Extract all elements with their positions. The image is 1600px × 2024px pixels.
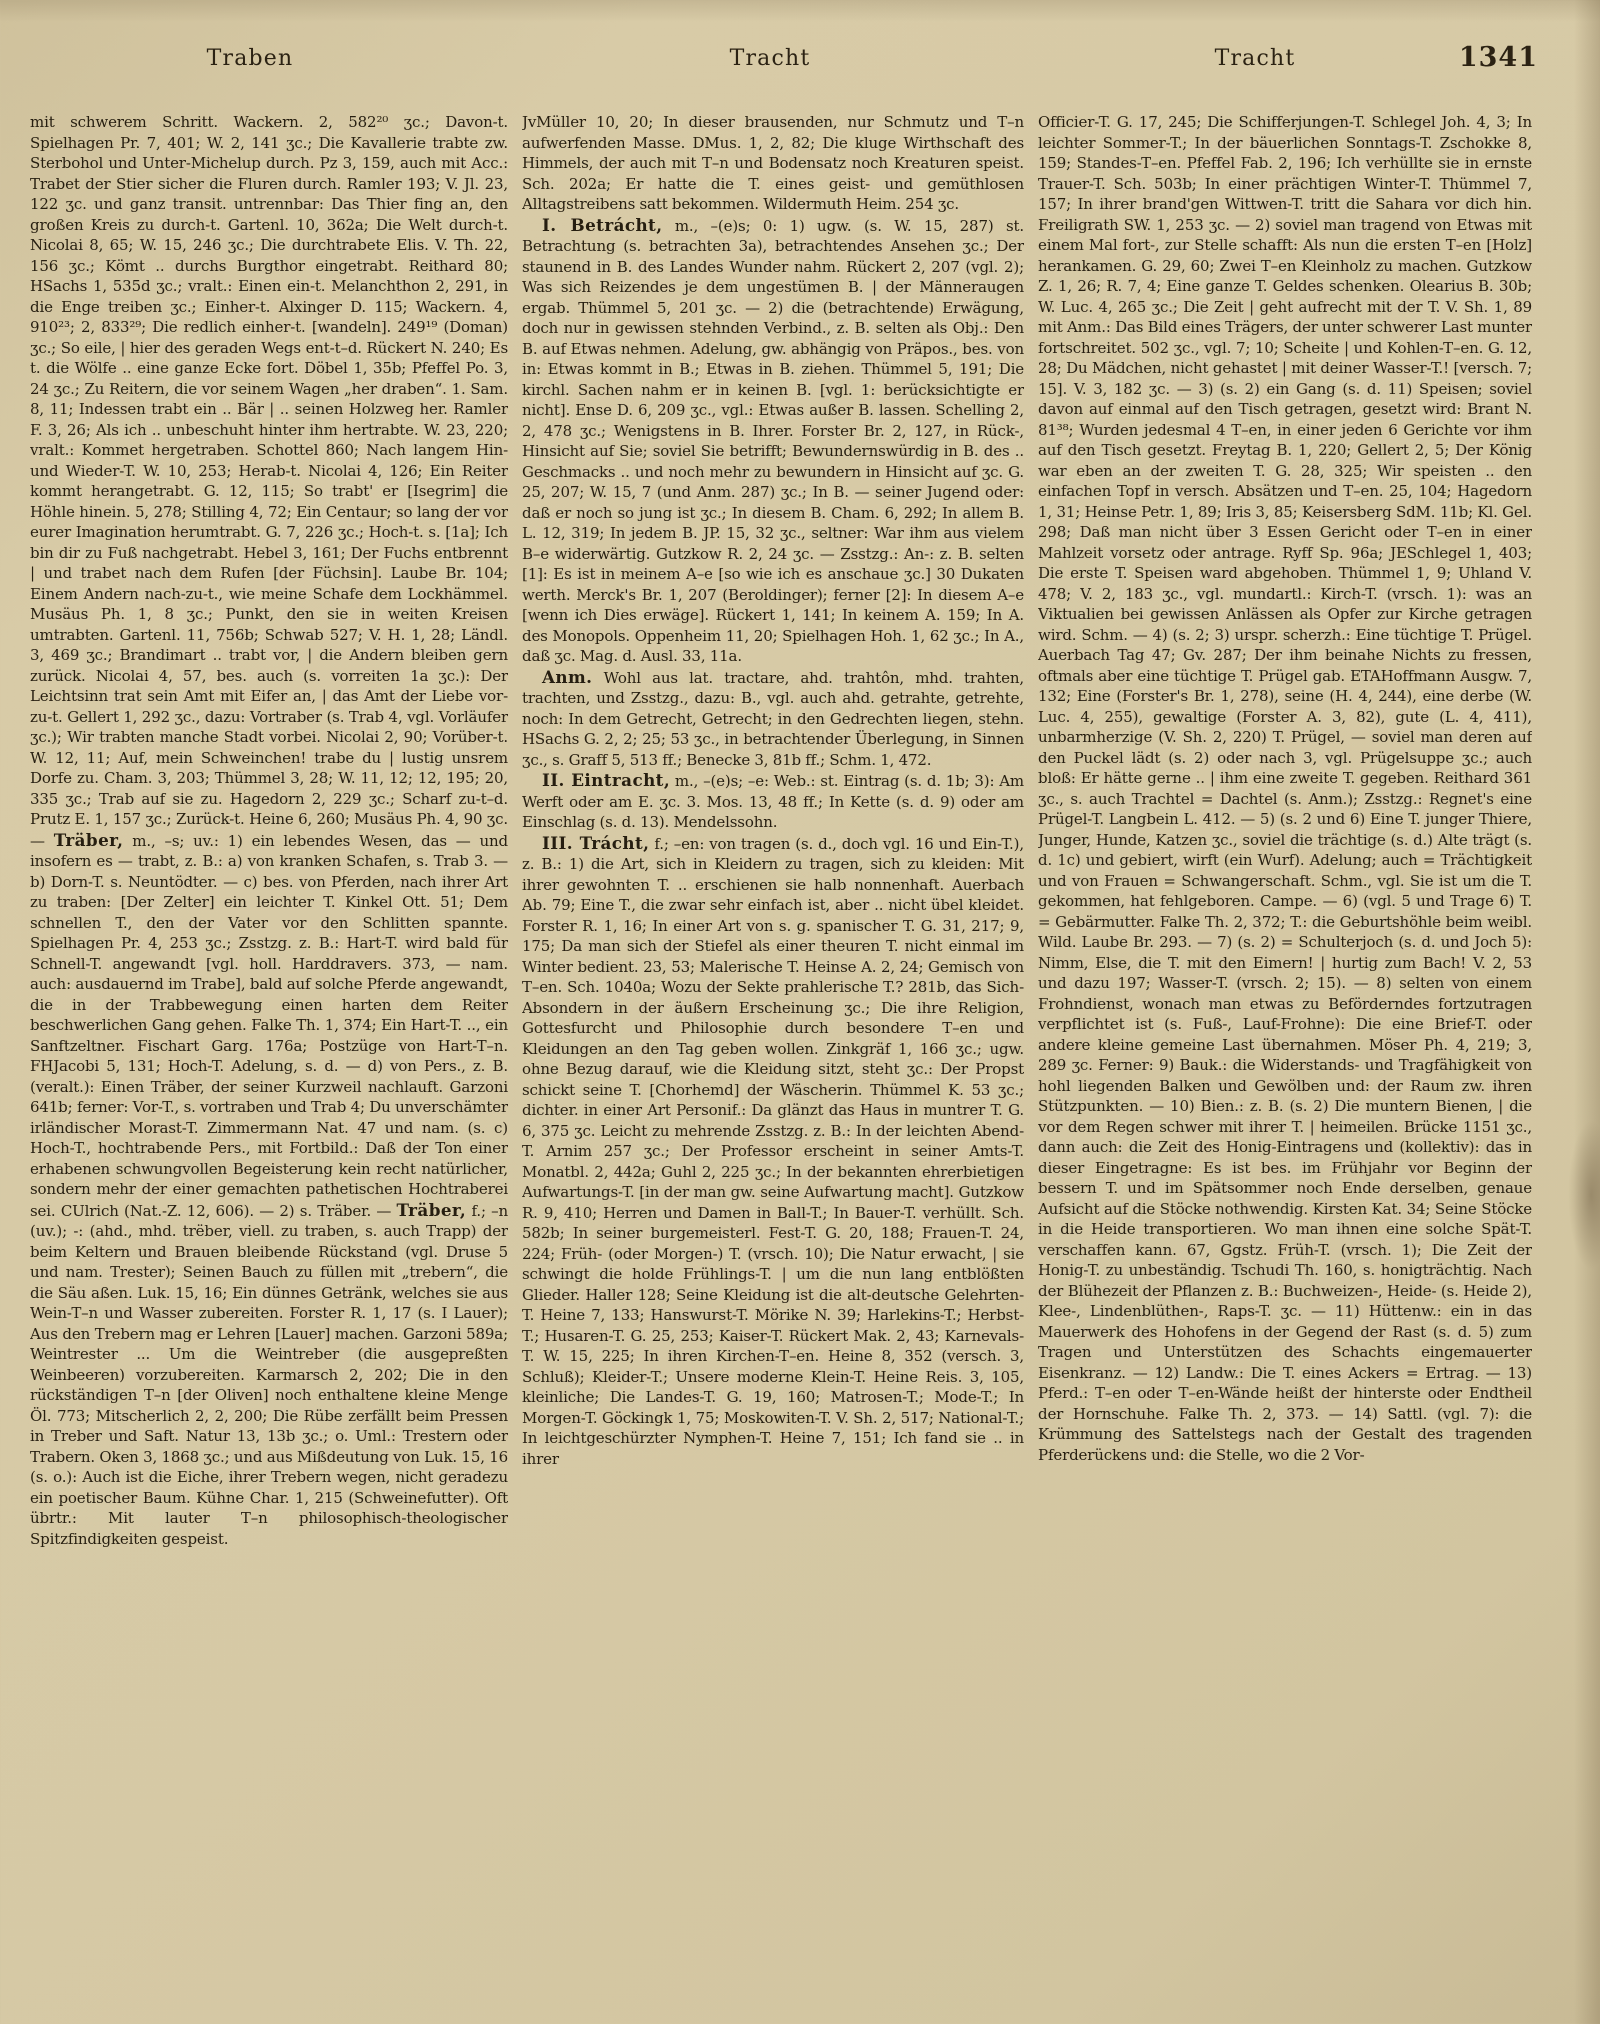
- page-number: 1341: [1458, 42, 1538, 73]
- headword: Träber,: [53, 829, 124, 850]
- paragraph: [522, 667, 1024, 771]
- headword: III. Trácht,: [542, 832, 650, 853]
- running-head-left: Traben: [206, 46, 294, 71]
- headword: I. Betrácht,: [542, 214, 663, 235]
- paragraph: [522, 112, 1024, 215]
- paragraph: [30, 112, 508, 1549]
- paragraph: [522, 833, 1024, 1470]
- paragraph: [522, 770, 1024, 833]
- running-head-center: Tracht: [729, 46, 811, 71]
- paragraph: [522, 215, 1024, 667]
- body-text: f.; –en: von tragen (s. d., doch vgl. 16 und Ein-T.), z. B.: 1) die Art, sich in Kleidern zu tragen, sich zu kleiden: Mit ihrer gewohnten T. .. erschienen sie halb nonnenhaft. Auerbach Ab. 79; Eine T., die zwar sehr einfach ist, aber .. nicht übel kleidet. Forster R. 1, 16; In einer Art von s. g. spanischer T. G. 31, 217; 9, 175; Da man sich der Stiefel als einer theuren T. nicht einmal im Winter bedient. 23, 53; Malerische T. Heinse A. 2, 24; Gemisch von T–en. Sch. 1040a; Wozu der Sekte prahlerische T.? 281b, das Sich-Absondern in der äußern Erscheinung ʒc.; Die ihre Religion, Gottesfurcht und Philosophie durch besondere T–en und Kleidungen an den Tag geben wollen. Zinkgräf 1, 166 ʒc.; ugw. ohne Bezug darauf, wie die Kleidung sitzt, steht ʒc.: Der Propst schickt seine T. [Chorhemd] der Wäscherin. Thümmel K. 53 ʒc.; dichter. in einer Art Personif.: Da glänzt das Haus in muntrer T. G. 6, 375 ʒc. Leicht zu mehrende Zsstzg. z. B.: In der leichten Abend-T. Arnim 257 ʒc.; Der Professor erscheint in seiner Amts-T. Monatbl. 2, 442a; Guhl 2, 225 ʒc.; In der bekannten ehrerbietigen Aufwartungs-T. [in der man gw. seine Aufwartung macht]. Gutzkow R. 9, 410; Herren und Damen in Ball-T.; In Bauer-T. verhüllt. Sch. 582b; In seiner burgemeisterl. Fest-T. G. 20, 188; Frauen-T. 24, 224; Früh- (oder Morgen-) T. (vrsch. 10); Die Natur erwacht, | sie schwingt die holde Frühlings-T. | um die nun lang entblößten Glieder. Haller 128; Seine Kleidung ist die alt-deutsche Gelehrten-T. Heine 7, 133; Hanswurst-T. Mörike N. 39; Harlekins-T.; Herbst-T.; Husaren-T. G. 25, 253; Kaiser-T. Rückert Mak. 2, 43; Karnevals-T. W. 15, 225; In ihren Kirchen-T–en. Heine 8, 352 (versch. 3, Schluß); Kleider-T.; Unsere moderne Klein-T. Heine Reis. 3, 105, kleinliche; Die Landes-T. G. 19, 160; Matrosen-T.; Mode-T.; In Morgen-T. Göckingk 1, 75; Moskowiten-T. V. Sh. 2, 517; National-T.; In leichtgeschürzter Nymphen-T. Heine 7, 151; Ich fand sie .. in ihrer: [522, 834, 1024, 1468]
- body-text: f.; –n (uv.); -: (ahd., mhd. trëber, viell. zu traben, s. auch Trapp) der beim Keltern und Brauen bleibende Rückstand (vgl. Druse 5 und nam. Trester); Seinen Bauch zu füllen mit „trebern“, die die Säu aßen. Luk. 15, 16; Ein dünnes Getränk, welches sie aus Wein-T–n und Wasser zubereiten. Forster R. 1, 17 (s. I Lauer); Aus den Trebern mag er Lehren [Lauer] machen. Garzoni 589a; Weintrester ... Um die Weintreber (die ausgepreßten Weinbeeren) vorzubereiten. Karmarsch 2, 202; Die in den rückständigen T–n [der Oliven] noch enthaltene kleine Menge Öl. 773; Mitscherlich 2, 2, 200; Die Rübe zerfällt beim Pressen in Treber und Saft. Natur 13, 13b ʒc.; o. Uml.: Trestern oder Trabern. Oken 3, 1868 ʒc.; und aus Mißdeutung von Luk. 15, 16 (s. o.): Auch ist die Eiche, ihrer Trebern wegen, nicht geradezu ein poetischer Baum. Kühne Char. 1, 215 (Schweinefutter). Oft übrtr.: Mit lauter T–n philosophisch-theologischer Spitzfindigkeiten gespeist.: [30, 1201, 508, 1548]
- headword: Träber,: [396, 1199, 467, 1220]
- column-left: [30, 112, 508, 1646]
- body-text: JvMüller 10, 20; In dieser brausenden, nur Schmutz und T–n aufwerfenden Masse. DMus. 1, 2, 82; Die kluge Wirthschaft des Himmels, der auch mit T–n und Bodensatz noch Kreaturen speist. Sch. 202a; Er hatte die T. eines geist- und gemüthlosen Alltagstreibens satt bekommen. Wildermuth Heim. 254 ʒc.: [522, 113, 1024, 213]
- running-head-right: Tracht: [1214, 46, 1296, 71]
- column-right: [1038, 112, 1532, 1990]
- paragraph: [1038, 112, 1532, 1465]
- headword: II. Eintracht,: [542, 770, 671, 790]
- scan-smudge: [1568, 1120, 1600, 1270]
- body-text: m., –s; uv.: 1) ein lebendes Wesen, das — und insofern es — trabt, z. B.: a) von kranken Schafen, s. Trab 3. — b) Dorn-T. s. Neuntödter. — c) bes. von Pferden, nach ihrer Art zu traben: [Der Zelter] ein leichter T. Kinkel Ott. 51; Dem schnellen T., den der Vater vor den Schlitten spannte. Spielhagen Pr. 4, 253 ʒc.; Zsstzg. z. B.: Hart-T. wird bald für Schnell-T. angewandt [vgl. holl. Harddravers. 373, — nam. auch: ausdauernd im Trabe], bald auf solche Pferde angewandt, die in der Trabbewegung einen harten dem Reiter beschwerlichen Gang gehen. Falke Th. 1, 374; Ein Hart-T. .., ein Sanftzeltner. Fischart Garg. 176a; Postzüge von Hart-T–n. FHJacobi 5, 131; Hoch-T. Adelung, s. d. — d) von Pers., z. B. (veralt.): Einen Träber, der seiner Kurzweil nachlauft. Garzoni 641b; ferner: Vor-T., s. vortraben und Trab 4; Du unverschämter irländischer Morast-T. Zimmermann Nat. 47 und nam. (s. c) Hoch-T., hochtrabende Pers., mit Fortbild.: Daß der Ton einer erhabenen schwungvollen Begeisterung kein recht natürlicher, sondern mehr der einer gemachten pathetischen Hochtraberei sei. CUlrich (Nat.-Z. 12, 606). — 2) s. Träber. —: [30, 831, 508, 1220]
- body-text: mit schwerem Schritt. Wackern. 2, 582²⁰ ʒc.; Davon-t. Spielhagen Pr. 7, 401; W. 2, 141 ʒc.; Die Kavallerie trabte zw. Sterbohol und Unter-Michelup durch. Pz 3, 159, auch mit Acc.: Trabet der Stier sicher die Fluren durch. Ramler 193; V. Jl. 23, 122 ʒc. und ganz transit. untrennbar: Das Thier fing an, den großen Kreis zu durch-t. Gartenl. 10, 362a; Die Welt durch-t. Nicolai 8, 65; W. 15, 246 ʒc.; Die durchtrabete Elis. V. Th. 22, 156 ʒc.; Kömt .. durchs Burgthor eingetrabt. Reithard 80; HSachs 1, 535d ʒc.; vralt.: Einen ein-t. Melanchthon 2, 291, in die Enge treiben ʒc.; Einher-t. Alxinger D. 115; Wackern. 4, 910²³; 2, 833²⁹; Die redlich einher-t. [wandeln]. 249¹⁹ (Doman) ʒc.; So eile, | hier des geraden Wegs ent-t–d. Rückert N. 240; Es t. die Wölfe .. eine ganze Ecke fort. Döbel 1, 35b; Pfeffel Po. 3, 24 ʒc.; Zu Reitern, die vor seinem Wagen „her draben“. 1. Sam. 8, 11; Indessen trabt ein .. Bär | .. seinen Holzweg her. Ramler F. 3, 26; Als ich .. unbeschuht hinter ihm hertrabte. W. 23, 220; vralt.: Kommet hergetraben. Schottel 860; Nach langem Hin- und Wieder-T. W. 10, 253; Herab-t. Nicolai 4, 126; Ein Reiter kommt herangetrabt. G. 12, 115; So trabt' er [Isegrim] die Höhle hinein. 5, 278; Stilling 4, 72; Ein Centaur; so lang der vor eurer Imagination herumtrabt. G. 7, 226 ʒc.; Hoch-t. s. [1a]; Ich bin dir zu Fuß nachgetrabt. Hebel 3, 161; Der Fuchs entbrennt | und trabet nach dem Rufen [der Füchsin]. Laube Br. 104; Einem Andern nach-zu-t., wie meine Schafe dem Lockhämmel. Musäus Ph. 1, 8 ʒc.; Punkt, den sie in weiten Kreisen umtrabten. Gartenl. 11, 756b; Schwab 527; V. H. 1, 28; Ländl. 3, 469 ʒc.; Brandimart .. trabt vor, | die Andern bleiben gern zurück. Nicolai 4, 57, bes. auch (s. vorreiten 1a ʒc.): Der Leichtsinn trat sein Amt mit Eifer an, | das Amt der Liebe vor-zu-t. Gellert 1, 292 ʒc., dazu: Vortraber (s. Trab 4, vgl. Vorläufer ʒc.); Wir trabten manche Stadt vorbei. Nicolai 2, 90; Vorüber-t. W. 12, 11; Auf, mein Schweinchen! trabe du | lustig unsrem Dorfe zu. Cham. 3, 203; Thümmel 3, 28; W. 11, 12; 12, 195; 20, 335 ʒc.; Trab auf sie zu. Hagedorn 2, 229 ʒc.; Scharf zu-t–d. Prutz E. 1, 157 ʒc.; Zurück-t. Heine 6, 260; Musäus Ph. 4, 90 ʒc. —: [30, 113, 508, 850]
- body-text: m., –(e)s; –e: Web.: st. Eintrag (s. d. 1b; 3): Am Werft oder am E. ʒc. 3. Mos. 13, 48 ff.; In Kette (s. d. 9) oder am Einschlag (s. d. 13). Mendelssohn.: [522, 772, 1024, 831]
- text-columns: [30, 112, 1532, 1990]
- body-text: Wohl aus lat. tractare, ahd. trahtôn, mhd. trahten, trachten, und Zsstzg., dazu: B., vgl. auch ahd. getrahte, getrehte, noch: In dem Getrecht, Getrecht; in den Gedrechten liegen, stehn. HSachs G. 2, 2; 25; 53 ʒc., in betrachtender Überlegung, in Sinnen ʒc., s. Graff 5, 513 ff.; Benecke 3, 81b ff.; Schm. 1, 472.: [522, 668, 1024, 769]
- scan-edge-shade-top: [0, 0, 1600, 22]
- body-text: m., –(e)s; 0: 1) ugw. (s. W. 15, 287) st. Betrachtung (s. betrachten 3a), betrachtendes Ansehen ʒc.; Der staunend in B. des Landes Wunder nahm. Rückert 2, 207 (vgl. 2); Was sich Reizendes je dem ungestümen B. | der Männeraugen ergab. Thümmel 5, 201 ʒc. — 2) die (betrachtende) Erwägung, doch nur in gewissen stehnden Verbind., z. B. selten als Obj.: Den B. auf Etwas nehmen. Adelung, gw. abhängig von Präpos., bes. von in: Etwas kommt in B.; Etwas in B. ziehen. Thümmel 5, 191; Die kirchl. Sachen nahm er in keinen B. [vgl. 1: berücksichtigte er nicht]. Ense D. 6, 209 ʒc., vgl.: Etwas außer B. lassen. Schelling 2, 2, 478 ʒc.; Wenigstens in B. Ihrer. Forster Br. 2, 127, in Rück-, Hinsicht auf Sie; soviel Sie betrifft; Bewundernswürdig in B. des .. Geschmacks .. und noch mehr zu bewundern in Hinsicht auf ʒc. G. 25, 207; W. 15, 7 (und Anm. 287) ʒc.; In B. — seiner Jugend oder: daß er noch so jung ist ʒc.; In diesem B. Cham. 6, 292; In allem B. L. 12, 319; In jedem B. JP. 15, 32 ʒc., seltner: War ihm aus vielem B–e widerwärtig. Gutzkow R. 2, 24 ʒc. — Zsstzg.: An-: z. B. selten [1]: Es ist in meinem A–e [so wie ich es anschaue ʒc.] 30 Dukaten werth. Merck's Br. 1, 207 (Beroldinger); ferner [2]: In diesem A–e [wenn ich Dies erwäge]. Rückert 1, 141; In keinem A. 159; In A. des Monopols. Oppenheim 11, 20; Spielhagen Hoh. 1, 62 ʒc.; In A., daß ʒc. Mag. d. Ausl. 33, 11a.: [522, 216, 1024, 665]
- running-head: [0, 42, 1600, 80]
- body-text: Officier-T. G. 17, 245; Die Schifferjungen-T. Schlegel Joh. 4, 3; In leichter Sommer-T.; In der bäuerlichen Sonntags-T. Zschokke 8, 159; Standes-T–en. Pfeffel Fab. 2, 196; Ich verhüllte sie in ernste Trauer-T. Sch. 503b; In einer prächtigen Winter-T. Thümmel 7, 157; In ihrer brand'gen Wittwen-T. tritt die Sahara vor dich hin. Freiligrath SW. 1, 253 ʒc. — 2) soviel man tragend von Etwas mit einem Mal fort-, zur Stelle schafft: Als nun die ersten T–en [Holz] herankamen. G. 29, 60; Zwei T–en Kleinholz zu machen. Gutzkow Z. 1, 26; R. 7, 4; Eine ganze T. Geldes schenken. Olearius B. 30b; W. Luc. 4, 265 ʒc.; Die Zeit | geht aufrecht mit der T. V. Sh. 1, 89 mit Anm.: Das Bild eines Trägers, der unter schwerer Last munter fortschreitet. 502 ʒc., vgl. 7; 10; Scheite | und Kohlen-T–en. G. 12, 28; Du Mädchen, nicht gehastet | mit deiner Wasser-T.! [versch. 7; 15]. V. 3, 182 ʒc. — 3) (s. 2) ein Gang (s. d. 11) Speisen; soviel davon auf einmal auf den Tisch getragen, gesetzt wird: Brant N. 81³⁸; Wurden jedesmal 4 T–en, in einer jeden 6 Gerichte vor ihm auf den Tisch gesetzt. Freytag B. 1, 220; Gellert 2, 5; Der König war eben an der zweiten T. G. 28, 325; Wir speisten .. den einfachen Topf in versch. Absätzen und T–en. 25, 104; Hagedorn 1, 31; Heinse Petr. 1, 89; Iris 3, 85; Keisersberg SdM. 11b; Kl. Gel. 298; Daß man nicht über 3 Essen Gericht oder T–en in einer Mahlzeit vorsetz oder antrage. Ryff Sp. 96a; JESchlegel 1, 403; Die erste T. Speisen ward abgehoben. Thümmel 1, 9; Uhland V. 478; V. 2, 183 ʒc., vgl. mundartl.: Kirch-T. (vrsch. 1): was an Viktualien bei gewissen Anlässen als Opfer zur Kirche getragen wird. Schm. — 4) (s. 2; 3) urspr. scherzh.: Eine tüchtige T. Prügel. Auerbach Tag 47; Gv. 287; Der ihm beinahe Nichts zu fressen, oftmals aber eine tüchtige T. Prügel gab. ETAHoffmann Ausgw. 7, 132; Eine (Forster's Br. 1, 278), seine (H. 4, 244), eine derbe (W. Luc. 4, 255), gewaltige (Forster A. 3, 82), gute (L. 4, 411), unbarmherzige (V. Sh. 2, 220) T. Prügel, — soviel man deren auf den Puckel lädt (s. 2) oder nach 3, vgl. Prügelsuppe ʒc.; auch bloß: Er hätte gerne .. | ihm eine zweite T. gegeben. Reithard 361 ʒc., s. auch Trachtel = Dachtel (s. Anm.); Zsstzg.: Regnet's eine Prügel-T. Langbein L. 412. — 5) (s. 2 und 6) Eine T. junger Thiere, Junger, Hunde, Katzen ʒc., soviel die trächtige (s. d.) Alte trägt (s. d. 1c) und gebiert, wirft (ein Wurf). Adelung; auch = Trächtigkeit und von Frauen = Schwangerschaft. Schm., vgl. Sie ist um die T. gekommen, hat fehlgeboren. Campe. — 6) (vgl. 5 und Trage 6) T. = Gebärmutter. Falke Th. 2, 372; T.: die Geburtshöhle beim weibl. Wild. Laube Br. 293. — 7) (s. 2) = Schulterjoch (s. d. und Joch 5): Nimm, Else, die T. mit den Eimern! | hurtig zum Bach! V. 2, 53 und dazu 197; Wasser-T. (vrsch. 2; 15). — 8) selten von einem Frohndienst, wonach man etwas zu Beförderndes fortzutragen verpflichtet ist (s. Fuß-, Lauf-Frohne): Die eine Brief-T. oder andere kleine gemeine Last übernahmen. Möser Ph. 4, 219; 3, 289 ʒc. Ferner: 9) Bauk.: die Widerstands- und Tragfähigkeit von hohl liegenden Balken und Gewölben und: der Raum zw. ihren Stützpunkten. — 10) Bien.: z. B. (s. 2) Die muntern Bienen, | die vor dem Regen schwer mit ihrer T. | heimeilen. Brücke 1151 ʒc., dann auch: die Zeit des Honig-Eintragens und (kollektiv): das in dieser Eingetragne: Es ist bes. im Frühjahr vor Beginn der bessern T. und im Spätsommer noch Ende derselben, genaue Aufsicht auf die Stöcke nothwendig. Kirsten Kat. 34; Seine Stöcke in die Heide transportieren. Wo man ihnen eine solche Spät-T. verschaffen kann. 67, Ggstz. Früh-T. (vrsch. 1); Die Zeit der Honig-T. zu unbeständig. Tschudi Th. 160, s. honigträchtig. Nach der Blühezeit der Pflanzen z. B.: Buchweizen-, Heide- (s. Heide 2), Klee-, Lindenblüthen-, Raps-T. ʒc. — 11) Hüttenw.: ein in das Mauerwerk des Hohofens in der Gegend der Rast (s. d. 5) zum Tragen und Unterstützen des Schachts eingemauerter Eisenkranz. — 12) Landw.: Die T. eines Ackers = Ertrag. — 13) Pferd.: T–en oder T–en-Wände heißt der hinterste oder Endtheil der Hornschuhe. Falke Th. 2, 373. — 14) Sattl. (vgl. 7): die Krümmung des Sattelstegs nach der Gestalt des tragenden Pferderückens und: die Stelle, wo die 2 Vor-: [1038, 113, 1532, 1464]
- headword: Anm.: [542, 666, 593, 687]
- scan-edge-shade-right: [1574, 0, 1600, 2024]
- column-middle: [522, 112, 1024, 1634]
